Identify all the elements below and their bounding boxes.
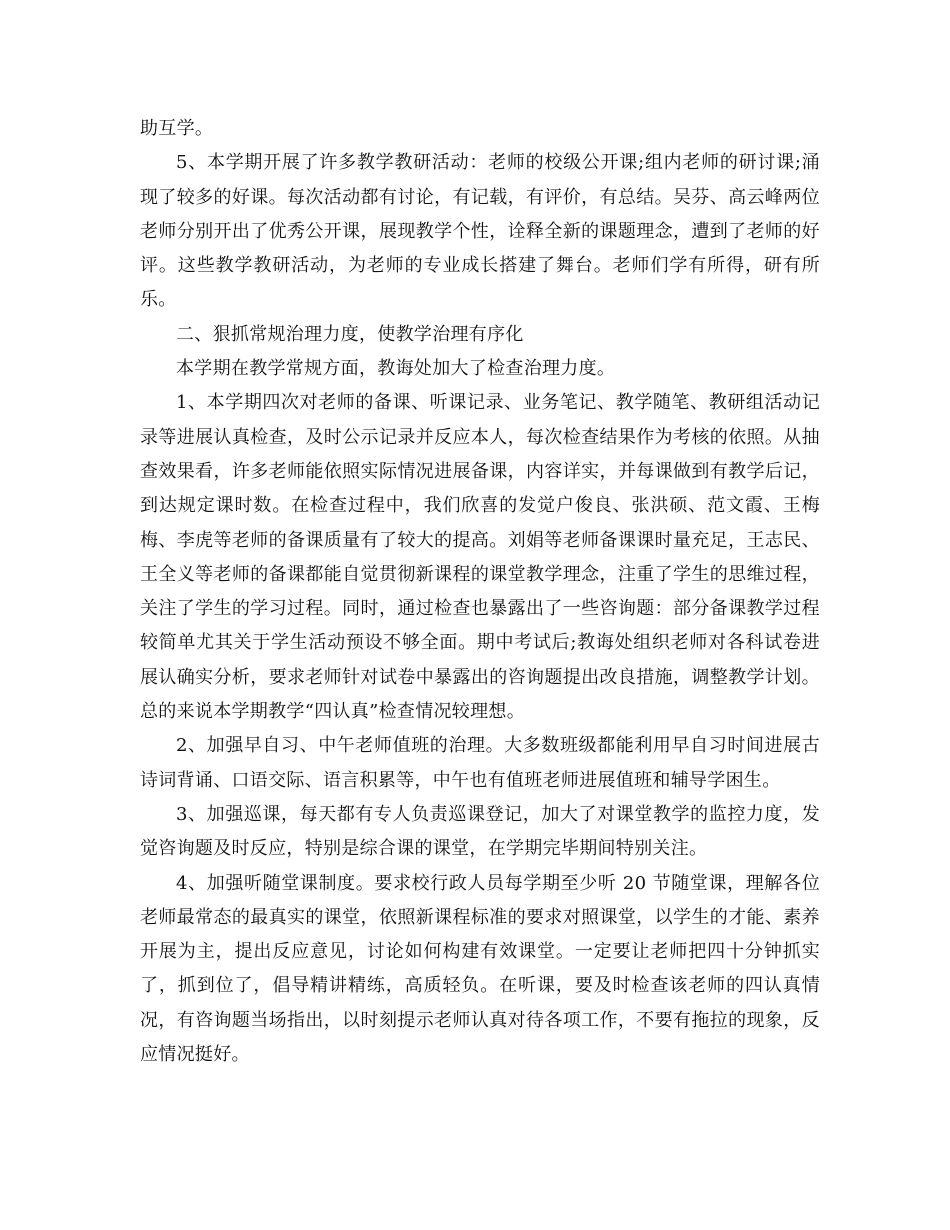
paragraph-item-5: 5、本学期开展了许多教学教研活动：老师的校级公开课;组内老师的研讨课;涌现了较多的好课。每次活动都有讨论，有记载，有评价，有总结。吴芬、高云峰两位老师分别开出了优秀公开课，展现教学个性，诠释全新的课题理念，遭到了老师的好评。这些教学教研活动，为老师的专业成长搭建了舞台。老师们学有所得，研有所乐。	[140, 152, 820, 311]
paragraph-section-intro: 本学期在教学常规方面，教诲处加大了检查治理力度。	[176, 358, 616, 380]
paragraph-item-3: 3、加强巡课，每天都有专人负责巡课登记，加大了对课堂教学的监控力度，发觉咨询题及时反应，特别是综合课的课堂，在学期完毕期间特别关注。	[140, 803, 820, 860]
paragraph-item-4: 4、加强听随堂课制度。要求校行政人员每学期至少听 20 节随堂课，理解各位老师最常态的最真实的课堂，依照新课程标准的要求对照课堂，以学生的才能、素养开展为主，提出反应意见，讨论如何构建有效课堂。一定要让老师把四十分钟抓实了，抓到位了，倡导精讲精练，高质轻负。在听课，要及时检查该老师的四认真情况，有咨询题当场指出，以时刻提示老师认真对待各项工作，不要有拖拉的现象，反应情况挺好。	[140, 872, 820, 1066]
paragraph-item-2: 2、加强早自习、中午老师值班的治理。大多数班级都能利用早自习时间进展古诗词背诵、口语交际、语言积累等，中午也有值班老师进展值班和辅导学困生。	[140, 735, 820, 791]
section-heading-2: 二、狠抓常规治理力度，使教学治理有序化	[176, 323, 524, 345]
paragraph-item-1: 1、本学期四次对老师的备课、听课记录、业务笔记、教学随笔、教研组活动记录等进展认真检查，及时公示记录并反应本人，每次检查结果作为考核的依照。从抽查效果看，许多老师能依照实际情况进展备课，内容详实，并每课做到有教学后记，到达规定课时数。在检查过程中，我们欣喜的发觉户俊良、张洪硕、范文霞、王梅梅、李虎等老师的备课质量有了较大的提高。刘娟等老师备课课时量充足，王志民、王全义等老师的备课都能自觉贯彻新课程的课堂教学理念，注重了学生的思维过程，关注了学生的学习过程。同时，通过检查也暴露出了一些咨询题：部分备课教学过程较简单尤其关于学生活动预设不够全面。期中考试后;教诲处组织老师对各科试卷进展认确实分析，要求老师针对试卷中暴露出的咨询题提出改良措施，调整教学计划。总的来说本学期教学“四认真”检查情况较理想。	[140, 392, 820, 723]
paragraph-continuation: 助互学。	[140, 118, 214, 139]
document-body	[140, 112, 820, 1072]
